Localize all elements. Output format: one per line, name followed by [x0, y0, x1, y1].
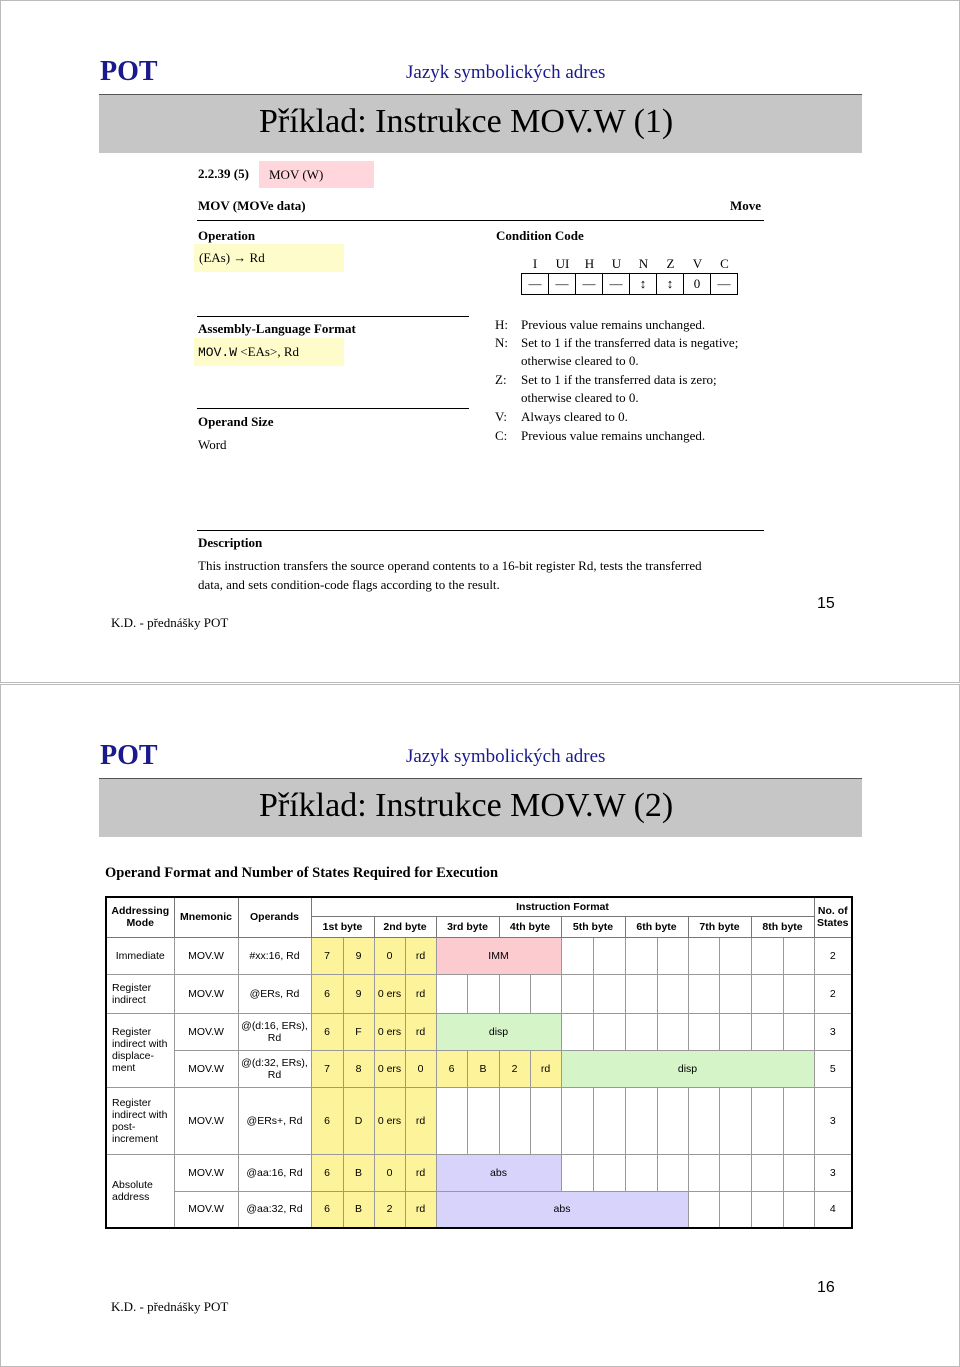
cc-value: —: [549, 274, 576, 295]
nibble: B: [467, 1050, 499, 1087]
description-line: data, and sets condition-code flags according to the result.: [198, 577, 500, 592]
flag-note: Previous value remains unchanged.: [521, 317, 706, 332]
col-byte: 7th byte: [688, 916, 751, 937]
cc-value: 0: [684, 274, 711, 295]
mnemonic: MOV.W: [174, 1154, 238, 1191]
nibble: B: [343, 1191, 374, 1228]
mnemonic: MOV.W: [174, 974, 238, 1013]
slide-title: Příklad: Instrukce MOV.W (2): [259, 787, 674, 824]
nibble: 9: [343, 974, 374, 1013]
description-label: Description: [198, 535, 263, 550]
nibble: 0: [374, 937, 405, 974]
nibble: 8: [343, 1050, 374, 1087]
col-byte: 4th byte: [499, 916, 561, 937]
states: 3: [814, 1154, 852, 1191]
operand-size-label: Operand Size: [198, 414, 274, 429]
col-byte: 6th byte: [625, 916, 688, 937]
cc-value: —: [711, 274, 738, 295]
nibble: 7: [311, 1050, 343, 1087]
addressing-mode: Register indirect with post-increment: [106, 1087, 174, 1154]
operands: #xx:16, Rd: [238, 937, 311, 974]
nibble: rd: [405, 974, 436, 1013]
flag-note: Set to 1 if the transferred data is negative;: [521, 335, 739, 350]
nibble: rd: [405, 1087, 436, 1154]
operands: @ERs+, Rd: [238, 1087, 311, 1154]
slide-title: Příklad: Instrukce MOV.W (1): [259, 103, 674, 140]
states: 4: [814, 1191, 852, 1228]
divider: [197, 316, 469, 317]
asm-format-value: [194, 338, 344, 366]
cc-flag-header: [521, 256, 738, 272]
col-addressing-mode: Addressing Mode: [106, 897, 174, 937]
title-bar: [99, 94, 862, 153]
slide-16: [0, 684, 960, 1367]
table-row: [106, 1050, 852, 1087]
col-byte: 2nd byte: [374, 916, 436, 937]
table-row: [106, 1191, 852, 1228]
flag-note: otherwise cleared to 0.: [521, 390, 639, 405]
nibble: rd: [530, 1050, 561, 1087]
table-row: [106, 974, 852, 1013]
instruction-name: MOV (MOVe data): [198, 198, 306, 213]
disp-field: disp: [436, 1013, 561, 1050]
cc-value: —: [522, 274, 549, 295]
cc-flag: H: [584, 256, 595, 271]
nibble: 6: [311, 1191, 343, 1228]
nibble: 6: [436, 1050, 467, 1087]
page-number: 15: [817, 595, 835, 612]
operands: @(d:32, ERs), Rd: [238, 1050, 311, 1087]
col-states: No. of States: [814, 897, 852, 937]
page-number: 16: [817, 1279, 835, 1296]
states: 3: [814, 1013, 852, 1050]
footer-author: K.D. - přednášky POT: [111, 615, 229, 630]
col-instruction-format: Instruction Format: [311, 897, 814, 916]
operands: @(d:16, ERs), Rd: [238, 1013, 311, 1050]
nibble: D: [343, 1087, 374, 1154]
states: 2: [814, 974, 852, 1013]
cc-flag: Z: [666, 256, 675, 271]
operand-size-value: Word: [198, 437, 227, 452]
cc-flag: I: [532, 256, 538, 271]
cc-value: ↕: [657, 274, 684, 295]
operand-format-table: [105, 896, 853, 1229]
slide-15: [0, 0, 960, 683]
asm-format-label: Assembly-Language Format: [198, 321, 356, 336]
instruction-short: Move: [730, 198, 762, 213]
nibble: F: [343, 1013, 374, 1050]
cc-flag: U: [611, 256, 622, 271]
col-byte: 1st byte: [311, 916, 374, 937]
section-tag: MOV (W): [259, 161, 374, 188]
col-byte: 5th byte: [561, 916, 625, 937]
col-operands: Operands: [238, 897, 311, 937]
cc-flag: C: [720, 256, 729, 271]
states: 2: [814, 937, 852, 974]
pot-logo: POT: [100, 56, 158, 87]
nibble: 0 ers: [374, 1013, 405, 1050]
condition-code-label: Condition Code: [496, 228, 584, 243]
nibble: 6: [311, 974, 343, 1013]
nibble: 0: [405, 1050, 436, 1087]
divider: [197, 220, 764, 221]
nibble: rd: [405, 1013, 436, 1050]
nibble: 6: [311, 1154, 343, 1191]
mnemonic: MOV.W: [174, 1050, 238, 1087]
mnemonic: MOV.W: [174, 1013, 238, 1050]
description-line: This instruction transfers the source operand contents to a 16-bit register Rd, tests the transferred: [198, 558, 702, 573]
cc-value: —: [603, 274, 630, 295]
operation-label: Operation: [198, 228, 256, 243]
table-row: [106, 1013, 852, 1050]
flag-key: V:: [495, 409, 508, 424]
flag-key: C:: [495, 428, 508, 443]
condition-code-table: [521, 273, 738, 295]
addressing-mode: Immediate: [106, 937, 174, 974]
nibble: 2: [499, 1050, 530, 1087]
slide-subject: Jazyk symbolických adres: [406, 746, 606, 767]
operands: @ERs, Rd: [238, 974, 311, 1013]
flag-note: Always cleared to 0.: [521, 409, 628, 424]
asm-mnemonic: MOV.W: [198, 345, 238, 360]
divider: [197, 408, 469, 409]
table-row: [106, 937, 852, 974]
nibble: rd: [405, 1154, 436, 1191]
nibble: 6: [311, 1013, 343, 1050]
nibble: 0 ers: [374, 1087, 405, 1154]
footer-author: K.D. - přednášky POT: [111, 1299, 229, 1314]
nibble: 6: [311, 1087, 343, 1154]
states: 5: [814, 1050, 852, 1087]
states: 3: [814, 1087, 852, 1154]
cc-value: ↕: [630, 274, 657, 295]
table-title: Operand Format and Number of States Required for Execution: [105, 865, 499, 881]
abs-field: abs: [436, 1191, 688, 1228]
mnemonic: MOV.W: [174, 1191, 238, 1228]
table-row: [106, 1087, 852, 1154]
slide-subject: Jazyk symbolických adres: [406, 62, 606, 83]
operands: @aa:16, Rd: [238, 1154, 311, 1191]
col-byte: 8th byte: [751, 916, 814, 937]
asm-operands: <EAs>, Rd: [240, 344, 299, 359]
flag-key: N:: [495, 335, 508, 350]
addressing-mode: Register indirect with displace-ment: [106, 1013, 174, 1087]
cc-flag: N: [638, 256, 649, 271]
flag-note: Previous value remains unchanged.: [521, 428, 706, 443]
cc-flag: UI: [555, 256, 570, 271]
addressing-mode: Register indirect: [106, 974, 174, 1013]
flag-note: otherwise cleared to 0.: [521, 353, 639, 368]
flag-key: H:: [495, 317, 508, 332]
cc-value: —: [576, 274, 603, 295]
abs-field: abs: [436, 1154, 561, 1191]
flag-key: Z:: [495, 372, 507, 387]
nibble: rd: [405, 937, 436, 974]
nibble: 0: [374, 1154, 405, 1191]
addressing-mode: Absolute address: [106, 1154, 174, 1228]
divider: [197, 530, 764, 531]
pot-logo: POT: [100, 740, 158, 771]
nibble: 9: [343, 937, 374, 974]
immediate-field: IMM: [436, 937, 561, 974]
operands: @aa:32, Rd: [238, 1191, 311, 1228]
cc-flag: V: [692, 256, 703, 271]
operation-value: (EAs) → Rd: [194, 244, 344, 272]
flag-note: Set to 1 if the transferred data is zero;: [521, 372, 717, 387]
col-mnemonic: Mnemonic: [174, 897, 238, 937]
col-byte: 3rd byte: [436, 916, 499, 937]
disp-field: disp: [561, 1050, 814, 1087]
mnemonic: MOV.W: [174, 1087, 238, 1154]
mnemonic: MOV.W: [174, 937, 238, 974]
nibble: 0 ers: [374, 974, 405, 1013]
section-number: 2.2.39 (5): [198, 166, 249, 181]
title-bar: [99, 778, 862, 837]
nibble: 2: [374, 1191, 405, 1228]
nibble: rd: [405, 1191, 436, 1228]
nibble: B: [343, 1154, 374, 1191]
nibble: 7: [311, 937, 343, 974]
table-row: [106, 1154, 852, 1191]
nibble: 0 ers: [374, 1050, 405, 1087]
